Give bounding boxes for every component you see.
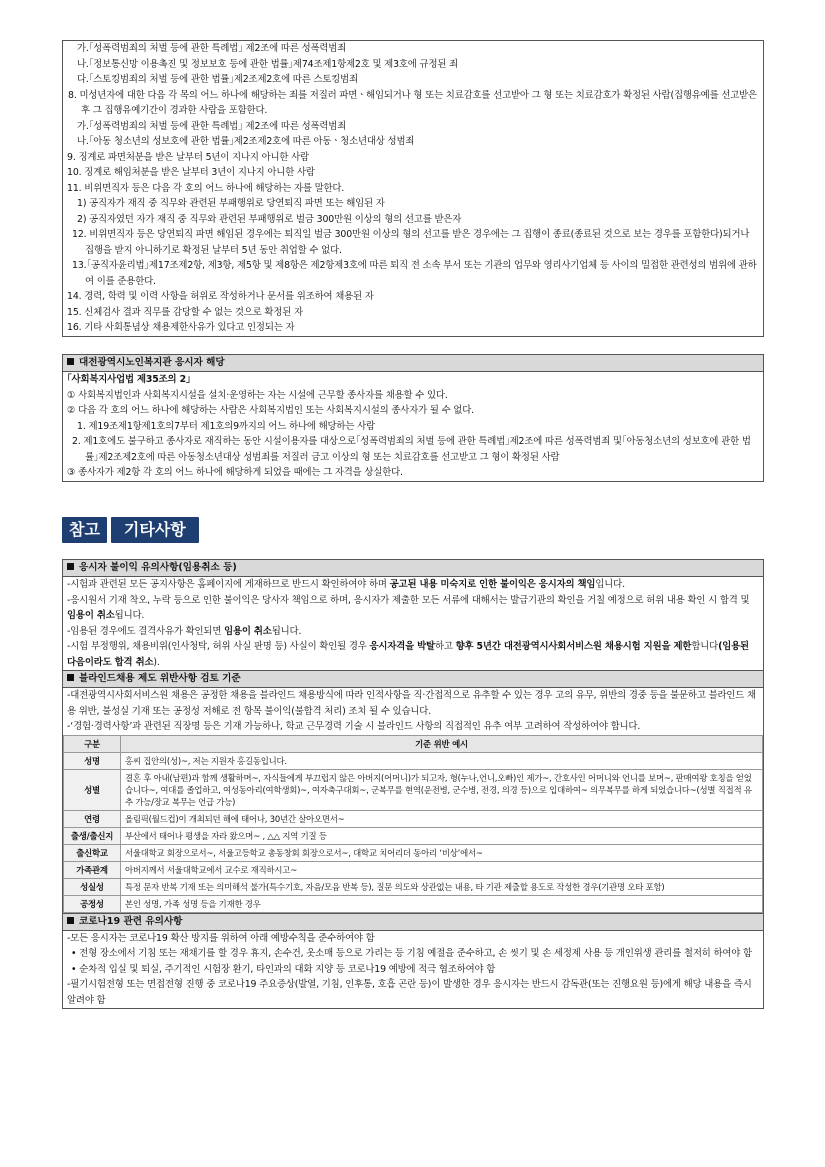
list-item: ② 다음 각 호의 어느 하나에 해당하는 사람은 사회복지법인 또는 사회복지시설의 종사자가 될 수 없다. xyxy=(67,405,474,416)
table-header-cell: 기준 위반 예시 xyxy=(121,735,763,752)
table-header-row xyxy=(64,735,763,752)
bullet-item: • 순차적 입실 및 퇴실, 주기적인 시험장 환기, 타인과의 대화 지양 등 코로나19 예방에 적극 협조하여야 함 xyxy=(71,963,496,975)
square-bullet-icon xyxy=(67,358,74,365)
list-item: ① 사회복지법인과 사회복지시설을 설치·운영하는 자는 시설에 근무할 종사자를 채용할 수 있다. xyxy=(67,389,448,401)
paragraph: -시험 부정행위, 채용비위(인사청탁, 허위 사실 판명 등) 사실이 확인될 경우 응시자격을 박탈하고 향후 5년간 대전광역시사회서비스원 채용시험 지원을 제한합니다(임용된 다음이라도 합격 취소). xyxy=(67,641,749,668)
list-item: 15. 신체검사 결과 직무를 감당할 수 없는 것으로 확정된 자 xyxy=(67,306,303,318)
list-item: 1. 제19조제1항제1호의7부터 제1호의9까지의 어느 하나에 해당하는 사람 xyxy=(77,420,375,432)
paragraph: -‘경험·경력사항’과 관련된 직장명 등은 기재 가능하나, 학교 근무경력 기술 시 블라인드 사항의 직접적인 유추 여부 고려하여 작성하여야 합니다. xyxy=(67,721,641,732)
table-row: 출생/출신지 부산에서 태어나 평생을 자라 왔으며~ , △△ 지역 기질 등 xyxy=(64,827,763,844)
bullet-item: • 전형 장소에서 기침 또는 재채기를 할 경우 휴지, 손수건, 옷소매 등으로 가리는 등 기침 예절을 준수하고, 손 씻기 및 손 세정제 사용 등 개인위생 관리를 철저히 하여야 함 xyxy=(71,948,752,959)
list-item: ③ 종사자가 제2항 각 호의 어느 하나에 해당하게 되었을 때에는 그 자격을 상실한다. xyxy=(67,467,403,478)
other-matters-box xyxy=(62,559,764,1009)
list-item: 가.｢성폭력범죄의 처벌 등에 관한 특례법｣ 제2조에 따른 성폭력범죄 xyxy=(77,43,347,54)
list-item: 14. 경력, 학력 및 이력 사항을 허위로 작성하거나 문서를 위조하여 채용된 자 xyxy=(67,291,374,302)
paragraph: -임용된 경우에도 결격사유가 확인되면 임용이 취소됩니다. xyxy=(67,625,302,637)
blind-hiring-violation-table xyxy=(63,735,763,913)
square-bullet-icon xyxy=(67,563,74,570)
section-header: 대전광역시노인복지관 응시자 해당 xyxy=(63,355,763,372)
paragraph: -필기시험전형 또는 면접전형 진행 중 코로나19 주요증상(발열, 기침, 인후통, 호흡 곤란 등)이 발생한 경우 응시자는 반드시 감독관(또는 진행요원 등)에게 해당 내용을 즉시 알려야 함 xyxy=(67,979,752,1006)
table-row: 공정성 본인 성명, 가족 성명 등을 기재한 경우 xyxy=(64,895,763,912)
paragraph: -모든 응시자는 코로나19 확산 방지를 위하여 아래 예방수칙을 준수하여야 함 xyxy=(67,932,375,944)
list-item: 2. 제1호에도 불구하고 종사자로 재직하는 동안 시설이용자를 대상으로｢성폭력범죄의 처벌 등에 관한 특례법｣제2조에 따른 성폭력범죄 및｢아동청소년의 성보호에 관한 법률｣제2조제2호에 따른 아동청소년대상 성범죄를 저질러 금고 이상의 형 또는 치료감호를 선고받고 그 형이 확정된 사람 xyxy=(72,436,751,463)
table-row: 가족관계 아버지께서 서울대학교에서 교수로 재직하시고~ xyxy=(64,861,763,878)
list-item: 9. 징계로 파면처분을 받은 날부터 5년이 지나지 아니한 사람 xyxy=(67,151,309,163)
table-row: 출신학교 서울대학교 회장으로서~, 서울고등학교 총동창회 회장으로서~, 대학교 치어리더 동아리 ‘비상’에서~ xyxy=(64,844,763,861)
square-bullet-icon xyxy=(67,674,74,681)
reference-tag: 참고 xyxy=(62,517,107,543)
reference-title: 기타사항 xyxy=(111,517,199,543)
list-item: 10. 징계로 해임처분을 받은 날부터 3년이 지나지 아니한 사람 xyxy=(67,167,315,178)
list-item: 1) 공직자가 재직 중 직무와 관련된 부패행위로 당연퇴직 파면 또는 해임된 자 xyxy=(77,198,385,209)
paragraph: -대전광역시사회서비스원 채용은 공정한 채용을 블라인드 채용방식에 따라 인적사항을 직·간접적으로 유추할 수 있는 경우 고의 유무, 위반의 경중 등을 불문하고 블라인드 채용 위반, 불성실 기재 또는 공정성 저해로 전 항목 불이익(불합격 처리) 조치 될 수 있습니다. xyxy=(67,690,756,717)
paragraph: -시험과 관련된 모든 공지사항은 홈페이지에 게재하므로 반드시 확인하여야 하며 공고된 내용 미숙지로 인한 불이익은 응시자의 책임입니다. xyxy=(67,579,625,590)
law-title: ｢사회복지사업법 제35조의 2｣ xyxy=(67,374,191,385)
reference-heading xyxy=(62,517,199,543)
list-item: 16. 기타 사회통념상 채용제한사유가 있다고 인정되는 자 xyxy=(67,322,295,333)
list-item: 2) 공직자였던 자가 재직 중 직무와 관련된 부패행위로 벌금 300만원 이상의 형의 선고를 받은자 xyxy=(77,213,462,225)
table-row: 연령 올림픽(월드컵)이 개최되던 해에 태어나, 30년간 살아오면서~ xyxy=(64,810,763,827)
list-item: 다.｢스토킹범죄의 처벌 등에 관한 법률｣제2조제2호에 따른 스토킹범죄 xyxy=(77,74,358,85)
table-row: 성실성 특정 문자 반복 기재 또는 의미해석 불가(특수기호, 자음/모음 반복 등), 질문 의도와 상관없는 내용, 타 기관 제출할 용도로 작성한 경우(기관명 오타 포함) xyxy=(64,878,763,895)
paragraph: -응시원서 기재 착오, 누락 등으로 인한 불이익은 당사자 책임으로 하며, 응시자가 제출한 모든 서류에 대해서는 발급기관의 확인을 거칠 예정으로 허위 내용 확인 시 합격 및 임용이 취소됩니다. xyxy=(67,594,750,621)
list-item: 12. 비위면직자 등은 당연퇴직 파면 해임된 경우에는 퇴직일 벌금 300만원 이상의 형의 선고를 받은 경우에는 그 집행이 종료(종료된 것으로 보는 경우를 포함한다)되거나 집행을 받지 아니하기로 확정된 날부터 5년 동안 취업할 수 없다. xyxy=(72,229,750,256)
section-header: 블라인드채용 제도 위반사항 검토 기준 xyxy=(63,670,763,688)
section-header: 코로나19 관련 유의사항 xyxy=(63,913,763,931)
disqualification-list-box xyxy=(62,40,764,337)
table-header-cell: 구분 xyxy=(64,735,121,752)
list-item: 8. 미성년자에 대한 다음 각 목의 어느 하나에 해당하는 죄를 저질러 파면ㆍ해임되거나 형 또는 치료감호를 선고받아 그 형 또는 치료감호가 확정된 사람(집행유예를 선고받은 후 그 집행유예기간이 경과한 사람을 포함한다. xyxy=(68,89,757,116)
list-item: 나.｢아동 청소년의 성보호에 관한 법률｣제2조제2호에 따른 아동ㆍ청소년대상 성범죄 xyxy=(77,136,415,147)
list-item: 나.｢정보통신망 이용촉진 및 정보보호 등에 관한 법률｣제74조제1항제2호 및 제3호에 규정된 죄 xyxy=(77,58,459,70)
list-item: 가.｢성폭력범죄의 처벌 등에 관한 특례법｣ 제2조에 따른 성폭력범죄 xyxy=(77,120,347,132)
table-row: 성별 결혼 후 아내(남편)과 함께 생활하며~, 자식들에게 부끄럽지 않은 아버지(어머니)가 되고자, 형(누나,언니,오빠)인 제가~, 간호사인 어머니와 언니를 보며~, 판매여왕 호칭을 얻었습니다~, 여대를 졸업하고, 여성동아리(여학생회)~, 여자축구대회~, 군복무를 현역(운전병, 군수병, 전경, 의경 등)으로 입대하여~ 의무복무를 하게 되었습니다~(성별 직접적 유추 가능/장교 복무는 언급 가능) xyxy=(64,769,763,810)
list-item: 13.｢공직자윤리법｣제17조제2항, 제3항, 제5항 및 제8항은 제2항제3호에 따른 퇴직 전 소속 부서 또는 기관의 업무와 영리사기업체 등 사이의 밀접한 관련성의 범위에 관하여 이를 준용한다. xyxy=(72,260,757,287)
list-item: 11. 비위면직자 등은 다음 각 호의 어느 하나에 해당하는 자를 말한다. xyxy=(67,182,345,194)
table-row: 성명 홍씨 집안의(성)~, 저는 지원자 홍길동입니다. xyxy=(64,752,763,769)
section-header: 응시자 불이익 유의사항(임용취소 등) xyxy=(63,560,763,577)
senior-welfare-box xyxy=(62,354,764,482)
square-bullet-icon xyxy=(67,917,74,924)
